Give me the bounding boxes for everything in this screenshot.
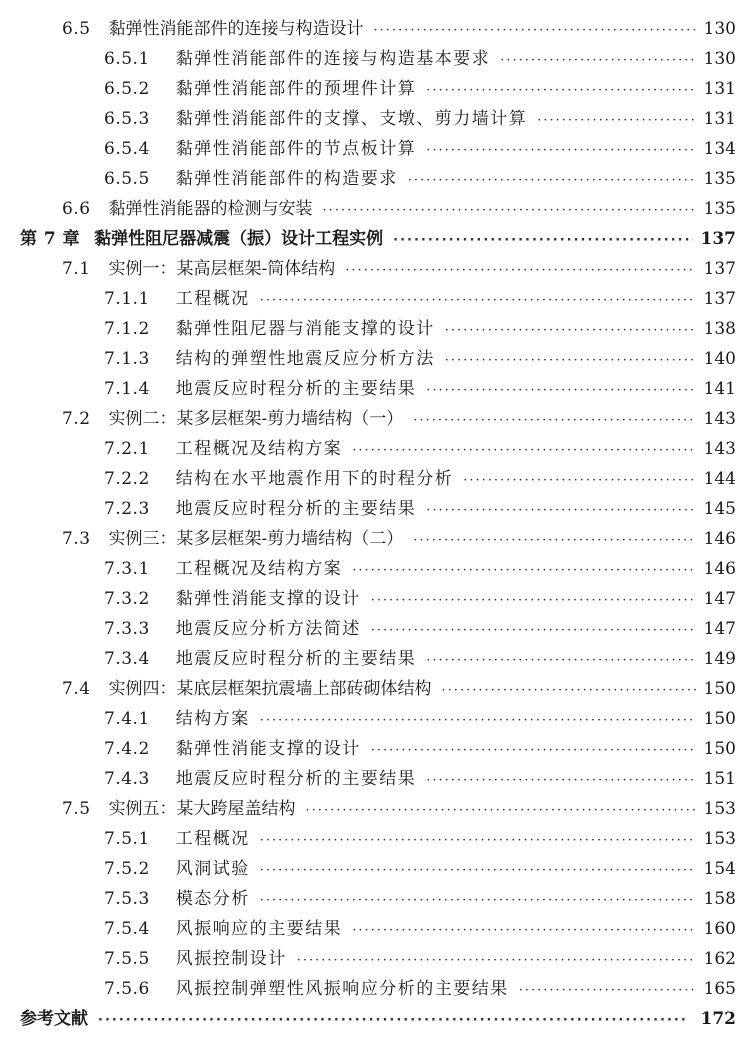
dot-leader: [442, 676, 696, 706]
toc-entry-page-number: 146: [703, 559, 736, 579]
toc-entry-page-number: 140: [703, 349, 736, 369]
toc-entry-number: 6.5.4: [104, 139, 150, 159]
toc-entry-sub: [0, 134, 750, 164]
toc-entry-title: 风洞试验: [175, 859, 250, 879]
toc-entry-title: 实例三：某多层框架-剪力墙结构（二）: [108, 529, 404, 549]
toc-entry-number: 7.1.2: [104, 319, 150, 339]
toc-entry-page-number: 158: [703, 889, 736, 909]
dot-leader: [426, 376, 695, 406]
toc-entry-number: 7.1.4: [104, 379, 150, 399]
dot-leader: [352, 556, 695, 586]
toc-entry-page-number: 138: [703, 319, 736, 339]
dot-leader: [260, 286, 695, 316]
toc-entry-number: 6.5.1: [104, 49, 150, 69]
toc-entry-title: 黏弹性消能支撑的设计: [175, 589, 361, 609]
toc-entry-page-number: 137: [703, 259, 736, 279]
dot-leader: [426, 646, 695, 676]
toc-entry-sub: [0, 824, 750, 854]
dot-leader: [306, 796, 696, 826]
dot-leader: [445, 316, 696, 346]
toc-entry-number: 7.2: [62, 409, 91, 429]
toc-entry-title: 黏弹性消能部件的连接与构造设计: [108, 19, 364, 39]
toc-entry-ref: [0, 1004, 750, 1034]
toc-entry-page-number: 131: [703, 109, 736, 129]
toc-entry-number: 6.5.2: [104, 79, 150, 99]
toc-entry-number: 7.5.1: [104, 829, 150, 849]
dot-leader: [426, 496, 695, 526]
toc-entry-section: [0, 194, 750, 224]
toc-entry-title: 结构在水平地震作用下的时程分析: [175, 469, 454, 489]
toc-entry-page-number: 147: [703, 589, 736, 609]
dot-leader: [260, 856, 695, 886]
toc-entry-title: 结构的弹塑性地震反应分析方法: [175, 349, 435, 369]
toc-entry-page-number: 131: [703, 79, 736, 99]
toc-entry-page-number: 135: [703, 199, 736, 219]
dot-leader: [98, 1006, 689, 1036]
toc-entry-sub: [0, 764, 750, 794]
dot-leader: [345, 256, 695, 286]
toc-entry-sub: [0, 974, 750, 1004]
dot-leader: [352, 916, 695, 946]
toc-entry-chapter: [0, 224, 750, 254]
dot-leader: [371, 736, 696, 766]
toc-entry-number: 7.3: [62, 529, 91, 549]
toc-entry-sub: [0, 44, 750, 74]
dot-leader: [537, 106, 695, 136]
toc-entry-number: 6.5.5: [104, 169, 150, 189]
toc-entry-title: 实例一：某高层框架-筒体结构: [108, 259, 336, 279]
toc-entry-sub: [0, 314, 750, 344]
dot-leader: [413, 406, 695, 436]
dot-leader: [519, 976, 696, 1006]
dot-leader: [371, 616, 696, 646]
toc-entry-title: 结构方案: [175, 709, 250, 729]
toc-entry-number: 7.1: [62, 259, 91, 279]
toc-entry-title: 黏弹性消能部件的连接与构造基本要求: [175, 49, 491, 69]
toc-entry-number: 7.5.3: [104, 889, 150, 909]
toc-entry-sub: [0, 614, 750, 644]
dot-leader: [463, 466, 695, 496]
toc-entry-page-number: 150: [703, 709, 736, 729]
toc-entry-title: 黏弹性消能部件的构造要求: [175, 169, 398, 189]
toc-entry-number: 7.4.3: [104, 769, 150, 789]
toc-entry-title: 地震反应时程分析的主要结果: [175, 649, 417, 669]
toc-entry-sub: [0, 344, 750, 374]
toc-entry-number: 6.6: [62, 199, 91, 219]
toc-entry-sub: [0, 464, 750, 494]
dot-leader: [426, 766, 695, 796]
toc-entry-title: 黏弹性消能部件的预埋件计算: [175, 79, 417, 99]
toc-entry-page-number: 160: [703, 919, 736, 939]
toc-entry-number: 7.4: [62, 679, 91, 699]
toc-entry-title: 黏弹性阻尼器与消能支撑的设计: [175, 319, 435, 339]
toc-entry-number: 7.3.1: [104, 559, 150, 579]
toc-entry-page-number: 151: [703, 769, 736, 789]
toc-entry-page-number: 162: [703, 949, 736, 969]
dot-leader: [260, 886, 695, 916]
toc-entry-page-number: 147: [703, 619, 736, 639]
toc-entry-page-number: 137: [703, 289, 736, 309]
dot-leader: [374, 16, 696, 46]
toc-entry-number: 7.1.3: [104, 349, 150, 369]
dot-leader: [260, 826, 695, 856]
toc-entry-title: 实例二：某多层框架-剪力墙结构（一）: [108, 409, 404, 429]
toc-entry-section: [0, 404, 750, 434]
toc-entry-sub: [0, 854, 750, 884]
toc-entry-sub: [0, 374, 750, 404]
toc-entry-page-number: 145: [703, 499, 736, 519]
toc-entry-page-number: 172: [700, 1009, 736, 1029]
toc-entry-number: 7.5: [62, 799, 91, 819]
toc-entry-sub: [0, 914, 750, 944]
toc-entry-number: 7.2.1: [104, 439, 150, 459]
toc-entry-number: 7.5.2: [104, 859, 150, 879]
toc-entry-title: 黏弹性消能器的检测与安装: [108, 199, 313, 219]
toc-entry-title: 实例五：某大跨屋盖结构: [108, 799, 296, 819]
toc-entry-sub: [0, 584, 750, 614]
toc-entry-section: [0, 674, 750, 704]
toc-entry-title: 地震反应时程分析的主要结果: [175, 379, 417, 399]
toc-entry-page-number: 130: [703, 19, 736, 39]
toc-entry-number: 7.4.2: [104, 739, 150, 759]
dot-leader: [426, 76, 695, 106]
toc-entry-number: 7.4.1: [104, 709, 150, 729]
toc-entry-number: 7.3.2: [104, 589, 150, 609]
toc-entry-number: 7.5.6: [104, 979, 150, 999]
toc-entry-page-number: 150: [703, 679, 736, 699]
toc-entry-number: 7.2.2: [104, 469, 150, 489]
toc-entry-page-number: 135: [703, 169, 736, 189]
toc-entry-page-number: 153: [703, 799, 736, 819]
toc-entry-number: 第 7 章: [20, 229, 81, 249]
toc-entry-sub: [0, 434, 750, 464]
toc-entry-number: 6.5.3: [104, 109, 150, 129]
toc-entry-sub: [0, 734, 750, 764]
toc-entry-section: [0, 14, 750, 44]
toc-entry-number: 7.5.4: [104, 919, 150, 939]
toc-entry-sub: [0, 164, 750, 194]
dot-leader: [297, 946, 696, 976]
dot-leader: [413, 526, 695, 556]
toc-entry-title: 黏弹性消能支撑的设计: [175, 739, 361, 759]
toc-entry-page-number: 143: [703, 409, 736, 429]
toc-entry-title: 模态分析: [175, 889, 250, 909]
toc-entry-title: 工程概况及结构方案: [175, 439, 343, 459]
toc-entry-sub: [0, 494, 750, 524]
toc-entry-page-number: 143: [703, 439, 736, 459]
toc-entry-title: 黏弹性消能部件的支撑、支墩、剪力墙计算: [175, 109, 528, 129]
toc-entry-sub: [0, 944, 750, 974]
toc-entry-page-number: 146: [703, 529, 736, 549]
toc-entry-title: 工程概况: [175, 289, 250, 309]
toc-entry-title: 工程概况: [175, 829, 250, 849]
toc-entry-sub: [0, 104, 750, 134]
toc-entry-page-number: 134: [703, 139, 736, 159]
toc-entry-number: 6.5: [62, 19, 91, 39]
toc-entry-title: 实例四：某底层框架抗震墙上部砖砌体结构: [108, 679, 432, 699]
toc-entry-title: 风振控制设计: [175, 949, 287, 969]
table-of-contents: [0, 14, 750, 1034]
dot-leader: [408, 166, 696, 196]
dot-leader: [393, 226, 692, 256]
toc-entry-page-number: 149: [703, 649, 736, 669]
dot-leader: [445, 346, 696, 376]
toc-entry-page-number: 150: [703, 739, 736, 759]
toc-entry-title: 黏弹性阻尼器减震（振）设计工程实例: [94, 229, 384, 249]
toc-entry-number: 7.3.3: [104, 619, 150, 639]
dot-leader: [500, 46, 695, 76]
toc-entry-sub: [0, 884, 750, 914]
toc-entry-title: 工程概况及结构方案: [175, 559, 343, 579]
toc-entry-page-number: 153: [703, 829, 736, 849]
toc-entry-title: 风振响应的主要结果: [175, 919, 343, 939]
toc-entry-title: 风振控制弹塑性风振响应分析的主要结果: [175, 979, 509, 999]
toc-entry-sub: [0, 284, 750, 314]
toc-entry-page-number: 144: [703, 469, 736, 489]
toc-entry-section: [0, 794, 750, 824]
toc-entry-title: 黏弹性消能部件的节点板计算: [175, 139, 417, 159]
toc-entry-sub: [0, 644, 750, 674]
toc-entry-section: [0, 524, 750, 554]
toc-entry-number: 7.1.1: [104, 289, 150, 309]
toc-entry-page-number: 130: [703, 49, 736, 69]
dot-leader: [260, 706, 695, 736]
toc-entry-title: 地震反应时程分析的主要结果: [175, 499, 417, 519]
toc-entry-section: [0, 254, 750, 284]
dot-leader: [426, 136, 695, 166]
toc-entry-number: 7.2.3: [104, 499, 150, 519]
toc-entry-title: 地震反应分析方法简述: [175, 619, 361, 639]
toc-entry-page-number: 165: [703, 979, 736, 999]
toc-entry-sub: [0, 704, 750, 734]
toc-entry-title: 参考文献: [20, 1009, 88, 1029]
dot-leader: [371, 586, 696, 616]
toc-entry-number: 7.5.5: [104, 949, 150, 969]
toc-entry-page-number: 137: [700, 229, 736, 249]
toc-entry-page-number: 154: [703, 859, 736, 879]
dot-leader: [323, 196, 696, 226]
toc-entry-page-number: 141: [703, 379, 736, 399]
toc-entry-title: 地震反应时程分析的主要结果: [175, 769, 417, 789]
dot-leader: [352, 436, 695, 466]
toc-entry-number: 7.3.4: [104, 649, 150, 669]
toc-entry-sub: [0, 554, 750, 584]
toc-entry-sub: [0, 74, 750, 104]
